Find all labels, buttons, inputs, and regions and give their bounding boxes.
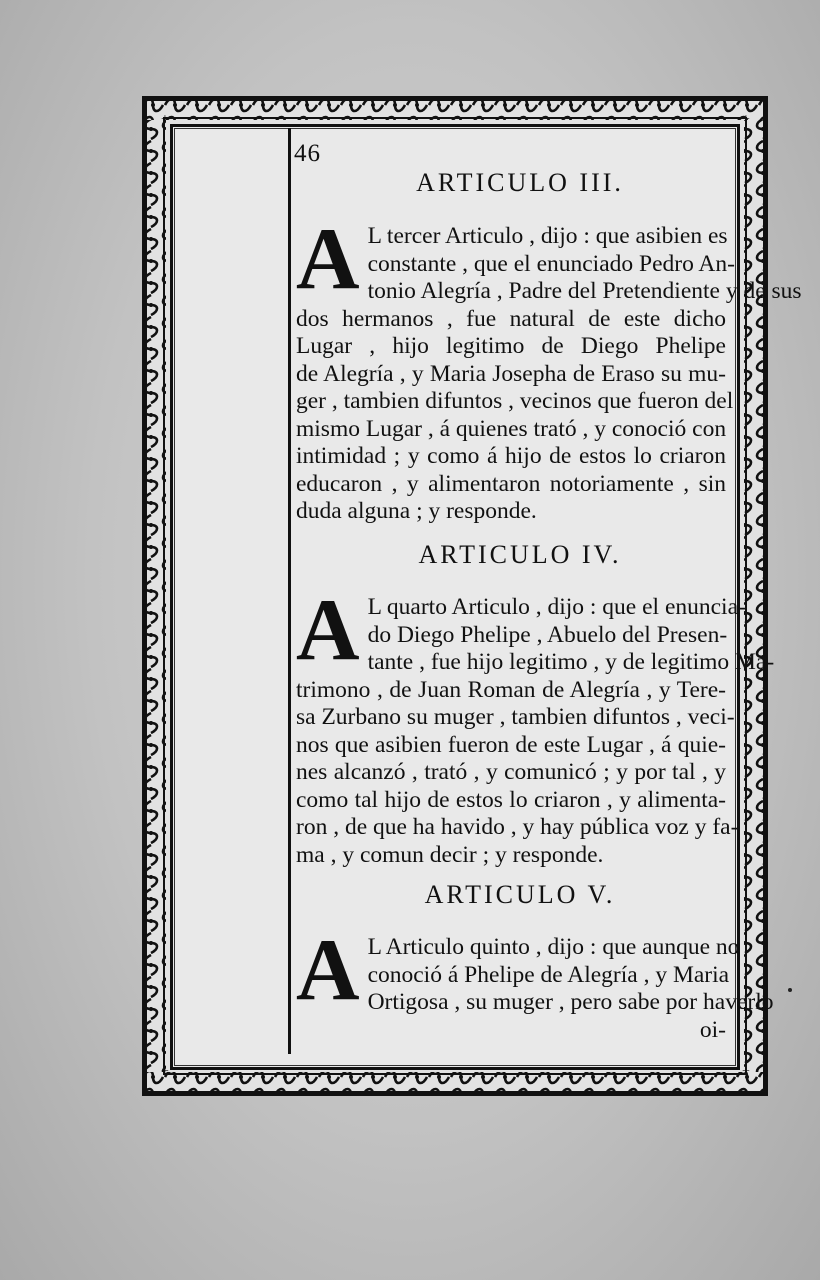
text-line: do Diego Phelipe , Abuelo del Presen- bbox=[367, 621, 728, 648]
text-line: L quarto Articulo , dijo : que el enuncia- bbox=[367, 594, 746, 620]
text-line: mismo Lugar , á quienes trató , y conoció con bbox=[296, 415, 727, 442]
section-paragraph bbox=[296, 211, 802, 526]
section-heading: ARTICULO IV. bbox=[418, 540, 622, 569]
drop-cap: A bbox=[296, 922, 360, 1019]
section-heading: ARTICULO V. bbox=[424, 880, 616, 909]
section-heading: ARTICULO III. bbox=[416, 168, 624, 197]
text-line: como tal hijo de estos lo criaron , y alimenta- bbox=[296, 786, 726, 813]
section-paragraph bbox=[296, 922, 774, 1044]
text-line: sa Zurbano su muger , tambien difuntos , veci- bbox=[296, 704, 735, 730]
text-line: Lugar , hijo legitimo de Diego Phelipe bbox=[296, 333, 726, 359]
text-line: dos hermanos , fue natural de este dicho bbox=[296, 305, 726, 332]
text-line: educaron , y alimentaron notoriamente , sin bbox=[296, 470, 726, 497]
corner-ornament-tl: + bbox=[161, 112, 169, 127]
text-line: duda alguna ; y responde. bbox=[296, 498, 537, 524]
corner-ornament-bl: + bbox=[161, 1064, 169, 1079]
text-line: nes alcanzó , trató , y comunicó ; y por tal , y bbox=[296, 759, 726, 785]
catchword: oi- bbox=[699, 1016, 726, 1043]
text-line: intimidad ; y como á hijo de estos lo criaron bbox=[296, 443, 726, 469]
paper-speck bbox=[788, 988, 792, 992]
corner-ornament-br: + bbox=[742, 1064, 750, 1079]
text-line: tonio Alegría , Padre del Pretendiente y de sus bbox=[367, 278, 802, 304]
page-number: 46 bbox=[294, 140, 321, 167]
drop-cap: A bbox=[296, 582, 360, 679]
text-line: nos que asibien fueron de este Lugar , á quie- bbox=[296, 731, 726, 758]
section-paragraph bbox=[296, 582, 775, 869]
text-line: ma , y comun decir ; y responde. bbox=[296, 841, 604, 868]
text-line: constante , que el enunciado Pedro An- bbox=[367, 250, 735, 277]
corner-ornament-tr: + bbox=[742, 112, 750, 127]
text-line: L tercer Articulo , dijo : que asibien es bbox=[367, 223, 728, 249]
margin-rule bbox=[288, 128, 291, 1054]
text-line: conoció á Phelipe de Alegría , y Maria bbox=[367, 961, 730, 988]
text-line: L Articulo quinto , dijo : que aunque no bbox=[367, 934, 740, 960]
text-line: de Alegría , y Maria Josepha de Eraso su mu- bbox=[296, 360, 726, 387]
text-line: Ortigosa , su muger , pero sabe por haverlo bbox=[367, 989, 774, 1015]
text-line: tante , fue hijo legitimo , y de legitimo Ma- bbox=[367, 649, 775, 675]
text-line: trimono , de Juan Roman de Alegría , y Tere- bbox=[296, 676, 726, 703]
text-line: ger , tambien difuntos , vecinos que fueron del bbox=[296, 388, 734, 414]
drop-cap: A bbox=[296, 211, 360, 308]
text-line: ron , de que ha havido , y hay pública voz y fa- bbox=[296, 814, 739, 840]
